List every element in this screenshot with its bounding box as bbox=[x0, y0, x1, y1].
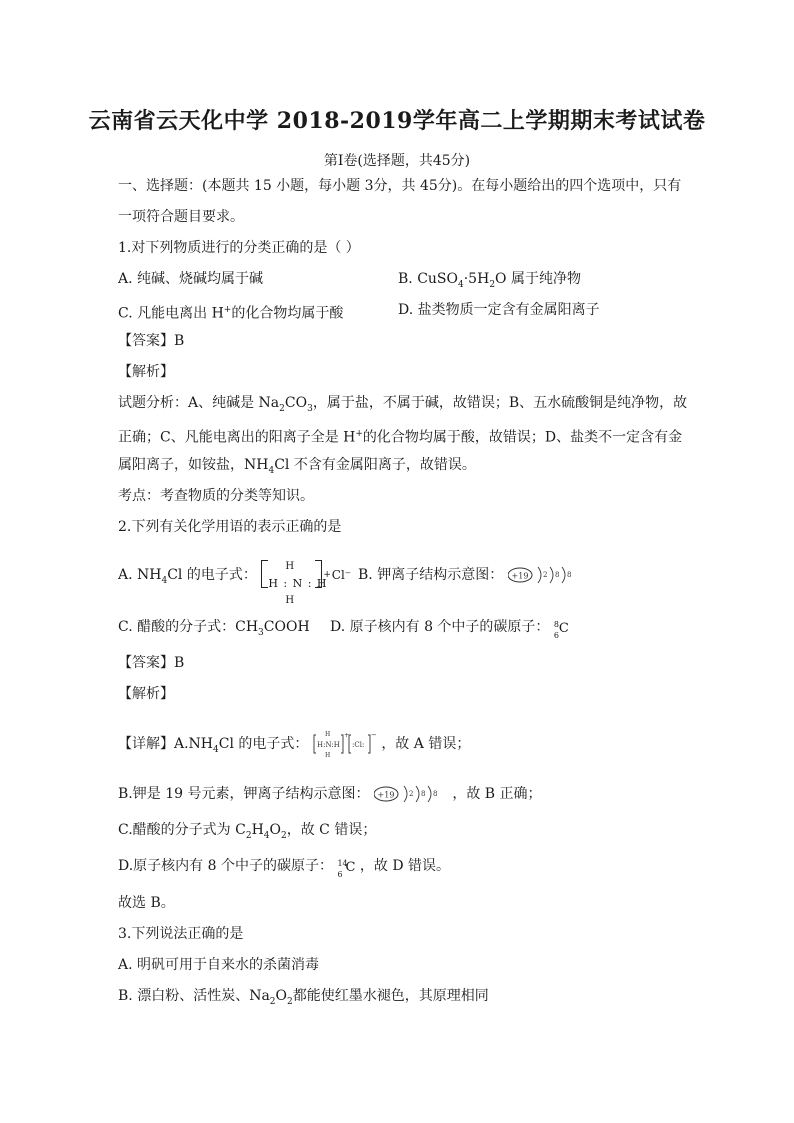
svg-text:H:N:H: H:N:H bbox=[316, 741, 340, 749]
q1-stem: 1.对下列物质进行的分类正确的是（ ） bbox=[118, 240, 360, 256]
ion-nucleus-label: +19 bbox=[511, 571, 529, 581]
instructions-line-1: 一、选择题：(本题共 15 小题，每小题 3分，共 45分)。在每小题给出的四个选项中，只有 bbox=[118, 178, 682, 194]
potassium-ion-diagram-detail bbox=[374, 782, 448, 806]
q1-option-a: A. 纯碱、烧碱均属于碱 bbox=[118, 271, 264, 287]
page-title: 云南省云天化中学 2018-2019学年高二上学期期末考试试卷 bbox=[88, 108, 706, 134]
q2-option-c: C. 醋酸的分子式：$CH_3COOH$ bbox=[118, 619, 310, 638]
q1-answer: 【答案】B bbox=[118, 333, 185, 349]
q3-stem: 3.下列说法正确的是 bbox=[118, 926, 244, 942]
svg-text:H: H bbox=[324, 731, 331, 738]
q2-detail-c: C.醋酸的分子式为 $C_2H_4O_2$，故 C 错误； bbox=[118, 822, 377, 841]
q1-analysis-label: 【解析】 bbox=[118, 364, 174, 380]
svg-text:−: − bbox=[370, 731, 377, 739]
potassium-ion-diagram bbox=[508, 563, 582, 587]
q3-option-b: B. 漂白粉、活性炭、$Na_2O_2$都能使红墨水褪色，其原理相同 bbox=[118, 988, 489, 1007]
q2-option-b: B. 钾离子结构示意图： +19 2 8 8 bbox=[358, 556, 582, 594]
carbon-isotope-8: 8 6 C bbox=[553, 620, 569, 640]
svg-text::Cl:: :Cl: bbox=[351, 741, 365, 749]
ion-nucleus-label-detail: +19 bbox=[377, 790, 395, 800]
ion-shell-1: 2 bbox=[542, 571, 548, 579]
nh4cl-lewis-small bbox=[313, 730, 377, 758]
svg-text:+: + bbox=[343, 732, 349, 739]
ion-shell-3-detail: 8 bbox=[432, 790, 438, 798]
nh4-lewis-structure: H H : N : H H + bbox=[261, 556, 323, 594]
q2-conclusion: 故选 B。 bbox=[118, 895, 175, 911]
ion-shell-1-detail: 2 bbox=[408, 790, 414, 798]
q2-answer: 【答案】B bbox=[118, 655, 185, 671]
q1-analysis-line-3: 属阳离子，如铵盐，$NH_4Cl$ 不含有金属阳离子，故错误。 bbox=[118, 457, 476, 476]
q1-option-c: C. 凡能电离出 H+的化合物均属于酸 bbox=[118, 305, 344, 322]
q2-option-a: A. $NH_4Cl$ 的电子式： H H : N : H H + Cl⁻ bbox=[118, 556, 351, 600]
ion-shell-2: 8 bbox=[554, 571, 560, 579]
q2-detail-d: D.原子核内有 8 个中子的碳原子： 14 6 C ，故 D 错误。 bbox=[118, 858, 451, 879]
section-subtitle: 第Ⅰ卷(选择题，共45分) bbox=[323, 153, 471, 169]
q2-detail-a: 【详解】$A.NH_4Cl$ 的电子式： H:N:H H H + :Cl: − ，故 A 错误； bbox=[118, 731, 471, 758]
q2-detail-b: B.钾是 19 号元素，钾离子结构示意图： +19 2 8 8 ，故 B 正确； bbox=[118, 782, 542, 806]
q3-option-a: A. 明矾可用于自来水的杀菌消毒 bbox=[118, 957, 320, 973]
q2-analysis-label: 【解析】 bbox=[118, 686, 174, 702]
q1-kaodian: 考点：考查物质的分类等知识。 bbox=[118, 488, 314, 504]
instructions-line-2: 一项符合题目要求。 bbox=[118, 209, 244, 225]
ion-shell-3: 8 bbox=[566, 571, 572, 579]
q1-option-d: D. 盐类物质一定含有金属阳离子 bbox=[398, 302, 600, 318]
q2-stem: 2.下列有关化学用语的表示正确的是 bbox=[118, 519, 342, 535]
svg-text:H: H bbox=[324, 752, 331, 758]
q2-option-d: D. 原子核内有 8 个中子的碳原子： 8 6 C bbox=[330, 619, 569, 640]
q1-option-b: B. $CuSO_4\cdot 5H_2O$ 属于纯净物 bbox=[398, 271, 581, 290]
q1-analysis-line-1: 试题分析：A、纯碱是 $Na_2CO_3$，属于盐，不属于碱，故错误；B、五水硫酸铜是纯净物，故 bbox=[118, 395, 688, 414]
q1-analysis-line-2: 正确；C、凡能电离出的阳离子全是 H+的化合物均属于酸，故错误；D、盐类不一定含有金 bbox=[118, 429, 683, 446]
ion-shell-2-detail: 8 bbox=[420, 790, 426, 798]
carbon-isotope-14: 14 6 C bbox=[337, 859, 356, 879]
